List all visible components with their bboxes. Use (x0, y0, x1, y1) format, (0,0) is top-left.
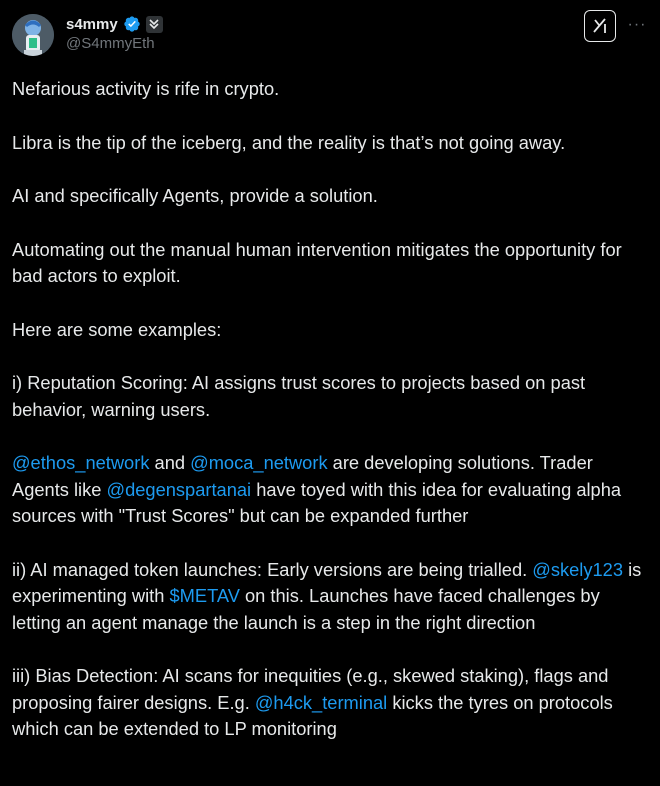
tweet-text-span: and (149, 452, 191, 473)
mention-link[interactable]: @degenspartanai (106, 478, 252, 500)
more-options-button[interactable]: ··· (627, 16, 647, 33)
mention-link[interactable]: @ethos_network (12, 452, 150, 473)
tweet-text (12, 76, 648, 743)
tweet-paragraph: Automating out the manual human intervention mitigates the opportunity for bad actors to exploit. (12, 238, 622, 286)
avatar[interactable] (12, 14, 54, 56)
mention-link[interactable]: @h4ck_terminal (254, 691, 388, 713)
tweet-paragraph (12, 663, 648, 743)
author-handle[interactable]: @S4mmyEth (66, 35, 155, 52)
tweet-text-span: is experimenting with (12, 558, 642, 606)
cashtag-link[interactable]: $METAV (169, 585, 240, 606)
tweet-paragraph: Here are some examples: (12, 318, 222, 340)
author-display-name[interactable]: s4mmy (66, 15, 118, 33)
mention-link[interactable]: @skely123 (532, 558, 624, 580)
tweet-paragraph: Libra is the tip of the iceberg, and the reality is that’s not going away. (12, 131, 566, 153)
tweet-paragraph (12, 557, 648, 637)
mention-link[interactable]: @moca_network (190, 452, 328, 473)
tweet-text-span: kicks the tyres on protocols which can be extended to LP monitoring (12, 691, 613, 739)
tweet-text-span: iii) Bias Detection: AI scans for inequities (e.g., skewed staking), flags and proposing fairer designs. E.g. (12, 665, 609, 713)
avatar-image (12, 14, 54, 56)
grok-icon (590, 16, 610, 36)
author-name-row (66, 13, 163, 35)
tweet-paragraph: Nefarious activity is rife in crypto. (12, 78, 280, 99)
tweet-text-span: are developing solutions. Trader Agents like (12, 452, 593, 500)
grok-button[interactable] (584, 10, 616, 42)
affiliate-badge-icon[interactable] (146, 16, 163, 33)
tweet-text-span: on this. Launches have faced challenges by letting an agent manage the launch is a step in the right direction (12, 585, 600, 633)
tweet-text-span: have toyed with this idea for evaluating alpha sources with "Trust Scores" but can be expanded further (12, 478, 622, 526)
tweet-paragraph: AI and specifically Agents, provide a solution. (12, 185, 378, 206)
tweet-paragraph (12, 450, 648, 530)
tweet-text-span: ii) AI managed token launches: Early versions are being trialled. (12, 558, 533, 580)
verified-badge-icon (123, 15, 141, 33)
tweet-paragraph: i) Reputation Scoring: AI assigns trust scores to projects based on past behavior, warning users. (12, 372, 586, 420)
